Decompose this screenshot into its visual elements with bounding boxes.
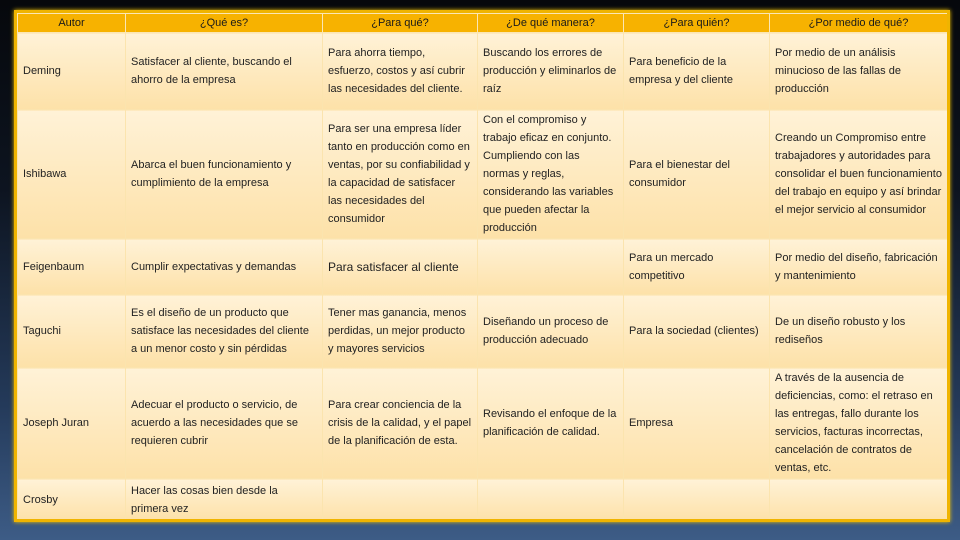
- cell-que-es: Es el diseño de un producto que satisface las necesidades del cliente a un menor costo y sin pérdidas: [126, 295, 323, 368]
- cell-por-medio: De un diseño robusto y los rediseños: [770, 295, 948, 368]
- cell-autor: Feigenbaum: [18, 239, 126, 295]
- cell-de-que-manera: Buscando los errores de producción y eliminarlos de raíz: [478, 33, 624, 110]
- cell-que-es: Cumplir expectativas y demandas: [126, 239, 323, 295]
- cell-autor: Crosby: [18, 479, 126, 521]
- cell-autor: Deming: [18, 33, 126, 110]
- cell-por-medio: Por medio de un análisis minucioso de las fallas de producción: [770, 33, 948, 110]
- quality-authors-table: [17, 13, 948, 521]
- cell-para-que: Tener mas ganancia, menos perdidas, un mejor producto y mayores servicios: [323, 295, 478, 368]
- cell-que-es: Hacer las cosas bien desde la primera vez: [126, 479, 323, 521]
- header-para-que: ¿Para qué?: [323, 14, 478, 33]
- quality-authors-table-frame: [14, 10, 950, 522]
- cell-de-que-manera: Con el compromiso y trabajo eficaz en conjunto. Cumpliendo con las normas y reglas, considerando las variables que pueden afectar la producción: [478, 110, 624, 239]
- cell-que-es: Abarca el buen funcionamiento y cumplimiento de la empresa: [126, 110, 323, 239]
- table-row: [18, 479, 948, 521]
- cell-por-medio: A través de la ausencia de deficiencias, como: el retraso en las entregas, fallo durante los servicios, facturas incorrectas, cancelación de contratos de ventas, etc.: [770, 368, 948, 479]
- cell-por-medio: Por medio del diseño, fabricación y mantenimiento: [770, 239, 948, 295]
- table-row: [18, 110, 948, 239]
- header-para-quien: ¿Para quién?: [624, 14, 770, 33]
- table-row: [18, 33, 948, 110]
- header-por-medio: ¿Por medio de qué?: [770, 14, 948, 33]
- cell-para-que: Para ser una empresa líder tanto en producción como en ventas, por su confiabilidad y la capacidad de satisfacer las necesidades del consumidor: [323, 110, 478, 239]
- cell-para-quien: Para un mercado competitivo: [624, 239, 770, 295]
- cell-por-medio: [770, 479, 948, 521]
- cell-que-es: Satisfacer al cliente, buscando el ahorro de la empresa: [126, 33, 323, 110]
- cell-para-que: Para ahorra tiempo, esfuerzo, costos y así cubrir las necesidades del cliente.: [323, 33, 478, 110]
- header-de-que-manera: ¿De qué manera?: [478, 14, 624, 33]
- cell-autor: Taguchi: [18, 295, 126, 368]
- cell-para-quien: Empresa: [624, 368, 770, 479]
- cell-que-es: Adecuar el producto o servicio, de acuerdo a las necesidades que se requieren cubrir: [126, 368, 323, 479]
- cell-de-que-manera: Diseñando un proceso de producción adecuado: [478, 295, 624, 368]
- cell-para-quien: [624, 479, 770, 521]
- cell-autor: Joseph Juran: [18, 368, 126, 479]
- cell-para-quien: Para el bienestar del consumidor: [624, 110, 770, 239]
- header-autor: Autor: [18, 14, 126, 33]
- cell-para-que: [323, 479, 478, 521]
- cell-para-quien: Para la sociedad (clientes): [624, 295, 770, 368]
- cell-para-que: Para satisfacer al cliente: [323, 239, 478, 295]
- cell-de-que-manera: [478, 479, 624, 521]
- table-header-row: [18, 14, 948, 33]
- cell-por-medio: Creando un Compromiso entre trabajadores y autoridades para consolidar el buen funcionamiento del trabajo en equipo y así brindar el mejor servicio al consumidor: [770, 110, 948, 239]
- table-row: [18, 368, 948, 479]
- cell-de-que-manera: Revisando el enfoque de la planificación de calidad.: [478, 368, 624, 479]
- header-que-es: ¿Qué es?: [126, 14, 323, 33]
- cell-de-que-manera: [478, 239, 624, 295]
- cell-para-que: Para crear conciencia de la crisis de la calidad, y el papel de la planificación de esta.: [323, 368, 478, 479]
- cell-para-quien: Para beneficio de la empresa y del cliente: [624, 33, 770, 110]
- table-row: [18, 295, 948, 368]
- table-row: [18, 239, 948, 295]
- cell-autor: Ishibawa: [18, 110, 126, 239]
